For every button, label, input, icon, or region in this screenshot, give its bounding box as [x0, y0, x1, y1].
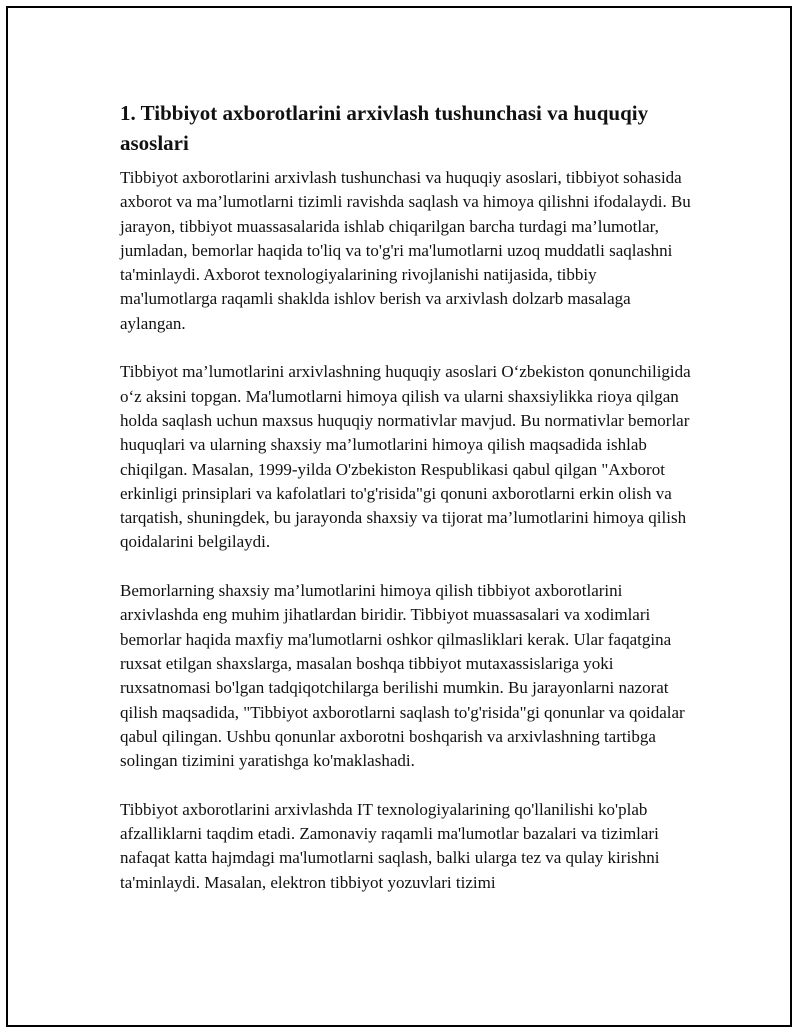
document-body: [120, 98, 692, 919]
page-frame: [6, 6, 792, 1027]
paragraph-1: Tibbiyot axborotlarini arxivlash tushunchasi va huquqiy asoslari, tibbiyot sohasida axborot va ma’lumotlarni tizimli ravishda saqlash va himoya qilishni ifodalaydi. Bu jarayon, tibbiyot muassasalarida ishlab chiqarilgan barcha turdagi ma’lumotlar, jumladan, bemorlar haqida to'liq va to'g'ri ma'lumotlarni uzoq muddatli saqlashni ta'minlaydi. Axborot texnologiyalarining rivojlanishi natijasida, tibbiy ma'lumotlarga raqamli shaklda ishlov berish va arxivlash dolzarb masalaga aylangan.: [120, 168, 691, 333]
paragraph-2: Tibbiyot ma’lumotlarini arxivlashning huquqiy asoslari O‘zbekiston qonunchiligida o‘z aksini topgan. Ma'lumotlarni himoya qilish va ularni shaxsiylikka rioya qilgan holda saqlash uchun maxsus huquqiy normativlar mavjud. Bu normativlar bemorlar huquqlari va ularning shaxsiy ma’lumotlarini himoya qilish maqsadida ishlab chiqilgan. Masalan, 1999-yilda O'zbekiston Respublikasi qabul qilgan "Axborot erkinligi prinsiplari va kafolatlari to'g'risida"gi qonuni axborotlarni erkin olish va tarqatish, shuningdek, bu jarayonda shaxsiy va tijorat ma’lumotlarini himoya qilish qoidalarini belgilaydi.: [120, 362, 691, 552]
section-heading: 1. Tibbiyot axborotlarini arxivlash tushunchasi va huquqiy asoslari: [120, 101, 649, 155]
paragraph-3: Bemorlarning shaxsiy ma’lumotlarini himoya qilish tibbiyot axborotlarini arxivlashda eng muhim jihatlardan biridir. Tibbiyot muassasalari va xodimlari bemorlar haqida maxfiy ma'lumotlarni oshkor qilmasliklari kerak. Ular faqatgina ruxsat etilgan shaxslarga, masalan boshqa tibbiyot mutaxassislariga yoki ruxsatnomasi bo'lgan tadqiqotchilarga berilishi mumkin. Bu jarayonlarni nazorat qilish maqsadida, "Tibbiyot axborotlarni saqlash to'g'risida"gi qonunlar va qoidalar qabul qilingan. Ushbu qonunlar axborotni boshqarish va arxivlashning tartibga solingan tizimini yaratishga ko'maklashadi.: [120, 581, 685, 771]
paragraph-4: Tibbiyot axborotlarini arxivlashda IT texnologiyalarining qo'llanilishi ko'plab afzalliklarni taqdim etadi. Zamonaviy raqamli ma'lumotlar bazalari va tizimlari nafaqat katta hajmdagi ma'lumotlarni saqlash, balki ularga tez va qulay kirishni ta'minlaydi. Masalan, elektron tibbiyot yozuvlari tizimi: [120, 799, 660, 892]
